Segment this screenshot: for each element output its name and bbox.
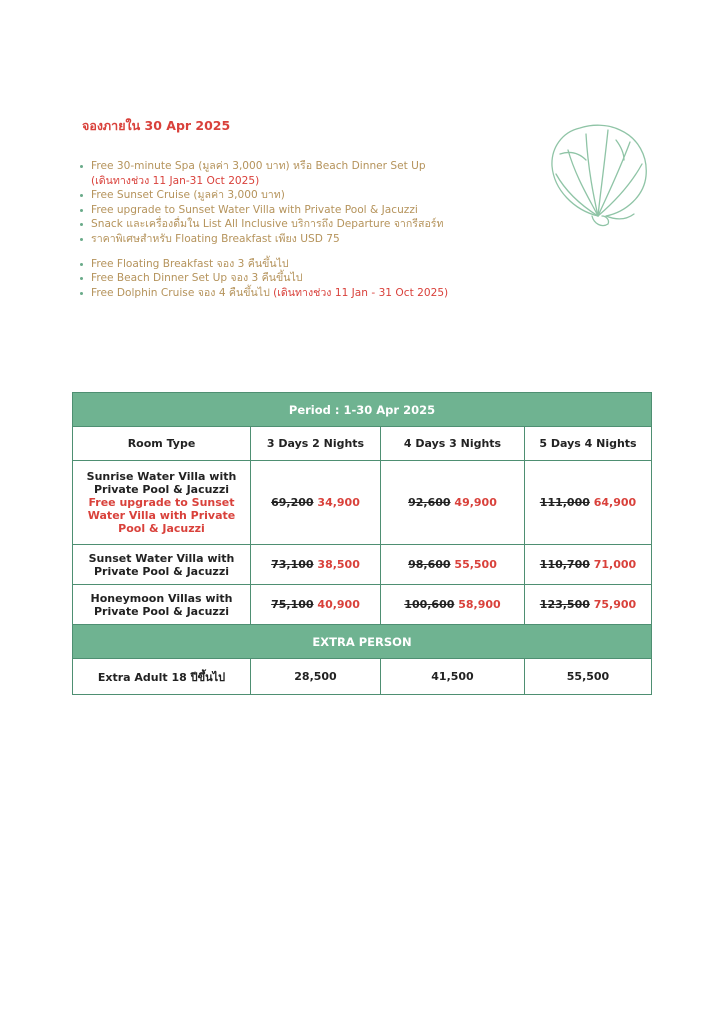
perk-item: Free 30-minute Spa (มูลค่า 3,000 บาท) หรือ Beach Dinner Set Up (เดินทางช่วง 11 Jan-31 Oct 2025) [78, 159, 548, 188]
price-cell [251, 585, 381, 625]
header-5d4n: 5 Days 4 Nights [525, 427, 652, 461]
price-cell [251, 461, 381, 545]
table-row [73, 585, 652, 625]
room-name: Sunset Water Villa with Private Pool & Jacuzzi [73, 545, 251, 585]
new-price: 38,500 [317, 558, 360, 571]
perks-list [78, 159, 548, 300]
room-name-cell [73, 461, 251, 545]
new-price: 58,900 [458, 598, 501, 611]
perk-spacer [78, 247, 548, 257]
price-cell [381, 585, 525, 625]
perk-item: Free upgrade to Sunset Water Villa with Private Pool & Jacuzzi [78, 203, 548, 218]
table-row [73, 461, 652, 545]
new-price: 71,000 [593, 558, 637, 571]
perk-item: Free Dolphin Cruise จอง 4 คืนขึ้นไป (เดินทางช่วง 11 Jan - 31 Oct 2025) [78, 286, 548, 301]
perk-travel-period: (เดินทางช่วง 11 Jan-31 Oct 2025) [91, 174, 260, 187]
perk-item: Free Beach Dinner Set Up จอง 3 คืนขึ้นไป [78, 271, 548, 286]
perk-item: Snack และเครื่องดื่มใน List All Inclusive บริการถึง Departure จากรีสอร์ท [78, 217, 548, 232]
new-price: 34,900 [317, 496, 360, 509]
old-price: 73,100 [271, 558, 314, 571]
old-price: 123,500 [539, 598, 590, 611]
table-row [73, 545, 652, 585]
extra-adult-label: Extra Adult 18 ปีขึ้นไป [73, 659, 251, 695]
booking-deadline: จองภายใน 30 Apr 2025 [82, 118, 231, 133]
new-price: 64,900 [593, 496, 637, 509]
old-price: 100,600 [404, 598, 455, 611]
header-row [73, 427, 652, 461]
price-cell [525, 545, 652, 585]
extra-price: 55,500 [525, 659, 652, 695]
table-row [73, 659, 652, 695]
price-cell [525, 585, 652, 625]
period-row [73, 393, 652, 427]
extra-person-row [73, 625, 652, 659]
room-name: Honeymoon Villas with Private Pool & Jacuzzi [73, 585, 251, 625]
period-title: Period : 1-30 Apr 2025 [73, 393, 652, 427]
price-cell [381, 545, 525, 585]
price-cell [251, 545, 381, 585]
old-price: 69,200 [271, 496, 314, 509]
header-3d2n: 3 Days 2 Nights [251, 427, 381, 461]
extra-person-title: EXTRA PERSON [73, 625, 652, 659]
room-name: Sunrise Water Villa with Private Pool & Jacuzzi [86, 470, 237, 496]
perk-item: Free Sunset Cruise (มูลค่า 3,000 บาท) [78, 188, 548, 203]
price-cell [525, 461, 652, 545]
new-price: 55,500 [454, 558, 497, 571]
old-price: 75,100 [271, 598, 314, 611]
price-table [72, 392, 652, 695]
extra-price: 28,500 [251, 659, 381, 695]
header-room-type: Room Type [73, 427, 251, 461]
extra-price: 41,500 [381, 659, 525, 695]
new-price: 75,900 [593, 598, 637, 611]
old-price: 110,700 [539, 558, 590, 571]
upgrade-note: Free upgrade to Sunset Water Villa with Private Pool & Jacuzzi [87, 496, 236, 535]
old-price: 98,600 [408, 558, 451, 571]
header-4d3n: 4 Days 3 Nights [381, 427, 525, 461]
shell-icon [546, 120, 652, 230]
perk-item: ราคาพิเศษสำหรับ Floating Breakfast เพียง USD 75 [78, 232, 548, 247]
perk-item: Free Floating Breakfast จอง 3 คืนขึ้นไป [78, 257, 548, 272]
price-cell [381, 461, 525, 545]
new-price: 49,900 [454, 496, 497, 509]
new-price: 40,900 [317, 598, 360, 611]
old-price: 92,600 [408, 496, 451, 509]
old-price: 111,000 [539, 496, 590, 509]
